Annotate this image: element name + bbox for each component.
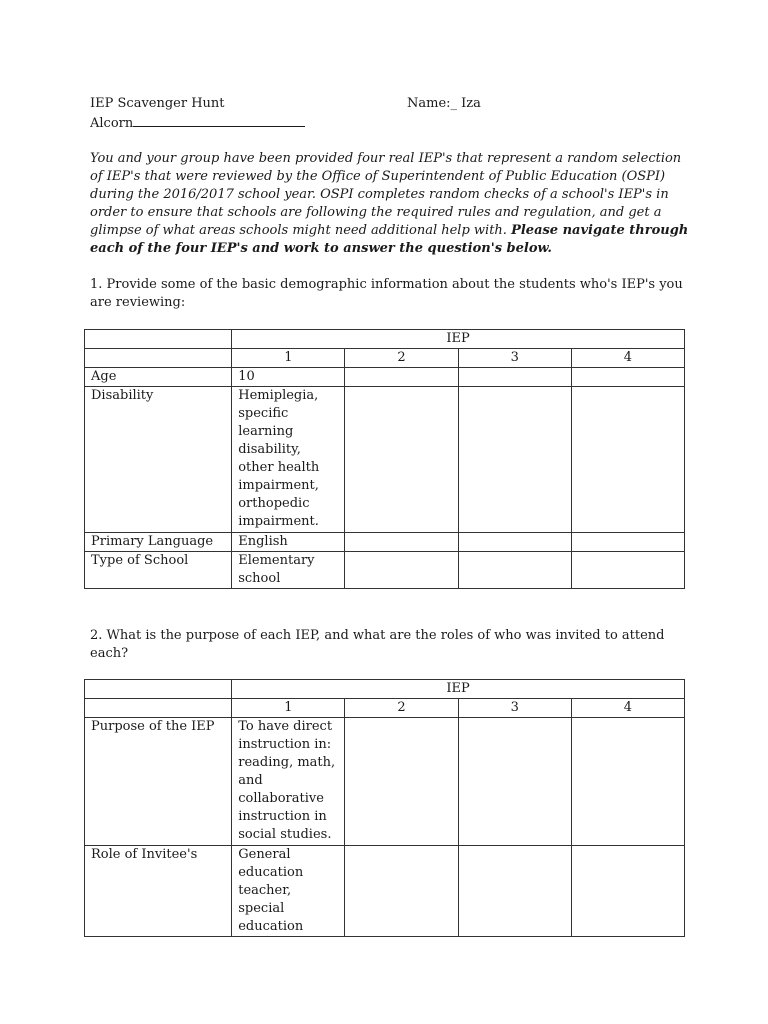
table-cell <box>571 533 684 552</box>
table-cell: To have direct instruction in: reading, math, and collaborative instruction in social studies. <box>232 718 345 846</box>
name-blank-line <box>133 113 305 127</box>
table-header-row <box>85 680 685 699</box>
table-cell <box>345 846 458 937</box>
table-cell <box>345 387 458 533</box>
document-title: IEP Scavenger Hunt <box>90 96 225 111</box>
name-continued-line <box>90 113 390 133</box>
table-cell <box>458 387 571 533</box>
intro-bold-instruction: Please navigate through each of the four IEP's and work to answer the question's below. <box>90 223 689 256</box>
table-row <box>85 368 685 387</box>
iep-group-header: IEP <box>232 680 685 699</box>
iep-group-header: IEP <box>232 330 685 349</box>
table-corner-cell <box>85 349 232 368</box>
table-cell <box>345 533 458 552</box>
row-label: Purpose of the IEP <box>85 718 232 846</box>
column-header: 3 <box>458 349 571 368</box>
column-header: 2 <box>345 349 458 368</box>
table-cell: 10 <box>232 368 345 387</box>
column-header: 1 <box>232 349 345 368</box>
table-cell <box>571 368 684 387</box>
question-2: 2. What is the purpose of each IEP, and what are the roles of who was invited to attend each? <box>90 628 665 661</box>
table-cell <box>458 846 571 937</box>
question-1: 1. Provide some of the basic demographic information about the students who's IEP's you are reviewing: <box>90 277 683 310</box>
row-label: Role of Invitee's <box>85 846 232 937</box>
table-row <box>85 533 685 552</box>
table-cell <box>458 552 571 589</box>
table-column-row <box>85 699 685 718</box>
table-cell <box>571 846 684 937</box>
header-left <box>90 95 390 133</box>
row-label: Disability <box>85 387 232 533</box>
column-header: 4 <box>571 349 684 368</box>
demographics-table <box>84 329 685 589</box>
column-header: 2 <box>345 699 458 718</box>
table-row <box>85 846 685 937</box>
name-field: Name:_ Iza <box>407 96 481 111</box>
table-row <box>85 718 685 846</box>
intro-italic-text: You and your group have been provided four real IEP's that represent a random selection of IEP's that were reviewed by the Office of Superintendent of Public Education (OSPI) during the 2016/2017 school year. OSPI completes random checks of a school's IEP's in order to ensure that schools are following the required rules and regulation, and get a glimpse of what areas schools might need additional help with. <box>90 151 682 238</box>
column-header: 1 <box>232 699 345 718</box>
table-column-row <box>85 349 685 368</box>
table-cell <box>571 387 684 533</box>
table-cell <box>345 368 458 387</box>
table-cell <box>571 552 684 589</box>
row-label: Primary Language <box>85 533 232 552</box>
name-continued: Alcorn <box>90 116 134 131</box>
table-corner-cell <box>85 330 232 349</box>
row-label: Age <box>85 368 232 387</box>
table-header-row <box>85 330 685 349</box>
table-cell <box>458 368 571 387</box>
table-cell <box>458 718 571 846</box>
table-corner-cell <box>85 680 232 699</box>
column-header: 4 <box>571 699 684 718</box>
column-header: 3 <box>458 699 571 718</box>
table-cell <box>345 718 458 846</box>
table-cell <box>345 552 458 589</box>
table-row <box>85 552 685 589</box>
row-label: Type of School <box>85 552 232 589</box>
table-cell: Elementary school <box>232 552 345 589</box>
table-cell <box>571 718 684 846</box>
table-row <box>85 387 685 533</box>
table-cell: English <box>232 533 345 552</box>
table-cell: General education teacher, special education <box>232 846 345 937</box>
purpose-table <box>84 679 685 937</box>
table-cell: Hemiplegia, specific learning disability, other health impairment, orthopedic impairment. <box>232 387 345 533</box>
intro-paragraph <box>90 150 690 258</box>
table-cell <box>458 533 571 552</box>
table-corner-cell <box>85 699 232 718</box>
